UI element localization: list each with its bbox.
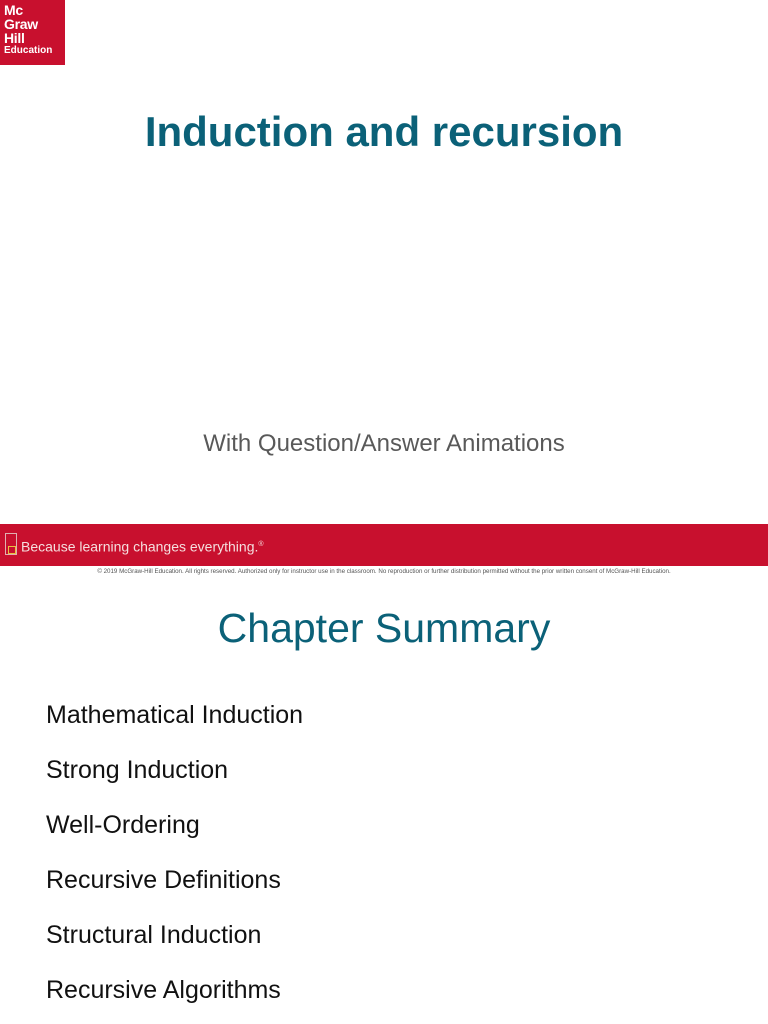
copyright-notice: © 2019 McGraw-Hill Education. All rights reserved. Authorized only for instructor use in the classroom. No reproduction or further distribution permitted without the prior written consent of McGraw-Hill Education. <box>97 568 671 575</box>
slide-subtitle: With Question/Answer Animations <box>203 430 565 457</box>
chapter-summary-title: Chapter Summary <box>217 605 551 651</box>
tagline-mark: ® <box>258 541 264 548</box>
summary-item: Well-Ordering <box>46 811 200 839</box>
logo-line-education: Education <box>4 45 53 56</box>
slide-title: Induction and recursion <box>144 108 624 155</box>
summary-item: Recursive Algorithms <box>46 976 281 1004</box>
summary-item: Structural Induction <box>46 921 262 949</box>
mcgraw-hill-logo <box>0 0 65 65</box>
summary-item: Mathematical Induction <box>46 701 304 729</box>
logo-line-hill: Hill <box>4 30 25 46</box>
summary-list <box>46 688 303 1018</box>
summary-item: Recursive Definitions <box>46 866 281 894</box>
brand-mark-icon <box>5 533 17 555</box>
tagline-text: Because learning changes everything. <box>21 538 259 555</box>
logo-line-mc: Mc <box>4 2 23 18</box>
footer-band <box>0 524 768 566</box>
tagline <box>21 536 264 556</box>
summary-item: Strong Induction <box>46 756 229 784</box>
logo-line-graw: Graw <box>4 16 38 32</box>
